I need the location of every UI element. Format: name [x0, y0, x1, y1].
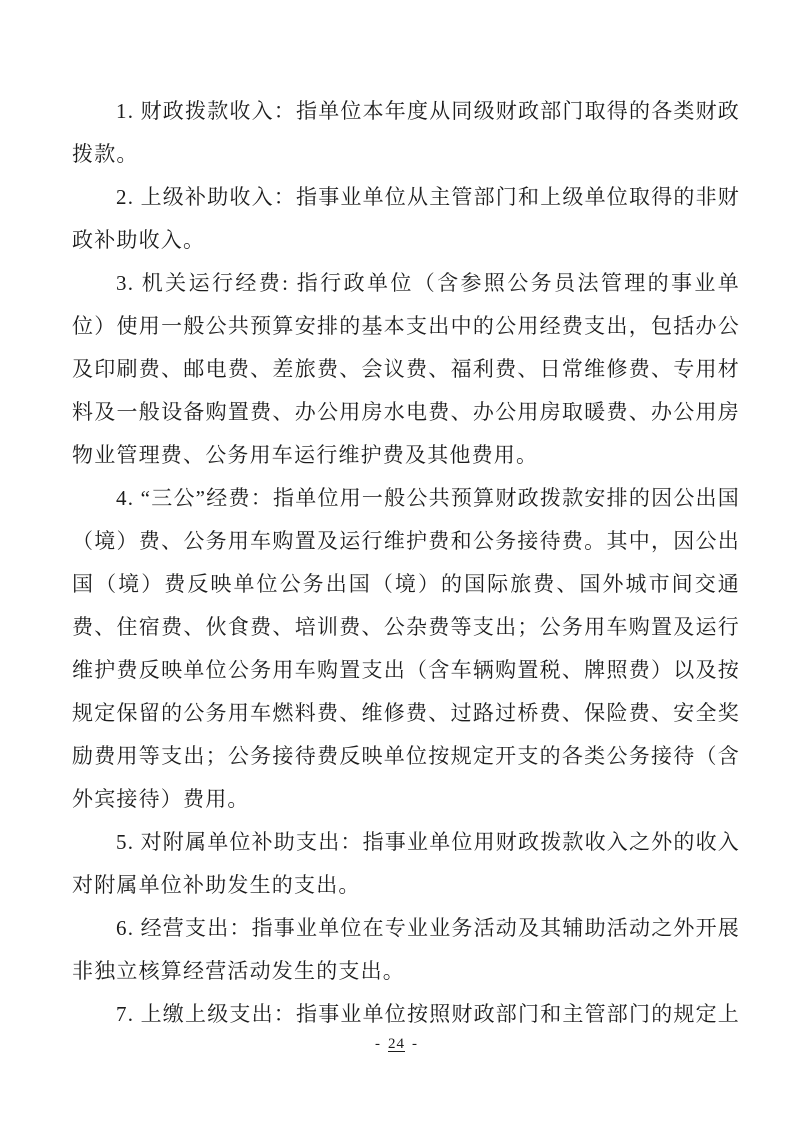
footer-dash-right: - — [412, 1036, 418, 1052]
paragraph-fiscal-appropriation-income: 1. 财政拨款收入：指单位本年度从同级财政部门取得的各类财政拨款。 — [72, 99, 740, 166]
paragraph-three-public-funds: 4. “三公”经费：指单位用一般公共预算财政拨款安排的因公出国（境）费、公务用车购置及运行维护费和公务接待费。其中，因公出国（境）费反映单位公务出国（境）的国际旅费、国外城市间交通费、住宿费、伙食费、培训费、公杂费等支出；公务用车购置及运行维护费反映单位公务用车购置支出（含车辆购置税、牌照费）以及按规定保留的公务用车燃料费、维修费、过路过桥费、保险费、安全奖励费用等支出；公务接待费反映单位按规定开支的各类公务接待（含外宾接待）费用。 — [72, 486, 740, 811]
paragraph-agency-operating-funds: 3. 机关运行经费: 指行政单位（含参照公务员法管理的事业单位）使用一般公共预算安排的基本支出中的公用经费支出，包括办公及印刷费、邮电费、差旅费、会议费、福利费、日常维修费、专用材料及一般设备购置费、办公用房水电费、办公用房取暖费、办公用房物业管理费、公务用车运行维护费及其他费用。 — [72, 271, 740, 467]
paragraph-superior-subsidy-income: 2. 上级补助收入：指事业单位从主管部门和上级单位取得的非财政补助收入。 — [72, 185, 740, 252]
footer-dash-left: - — [375, 1036, 381, 1052]
paragraph-payment-to-superior: 7. 上缴上级支出：指事业单位按照财政部门和主管部门的规定上 — [116, 1002, 740, 1026]
paragraph-operating-expenditure: 6. 经营支出：指事业单位在专业业务活动及其辅助活动之外开展非独立核算经营活动发生的支出。 — [72, 916, 740, 983]
page-footer — [0, 1036, 793, 1053]
document-body — [72, 90, 740, 1036]
page-number: 24 — [388, 1036, 405, 1052]
paragraph-subsidy-to-affiliated-units: 5. 对附属单位补助支出：指事业单位用财政拨款收入之外的收入对附属单位补助发生的支出。 — [72, 830, 740, 897]
